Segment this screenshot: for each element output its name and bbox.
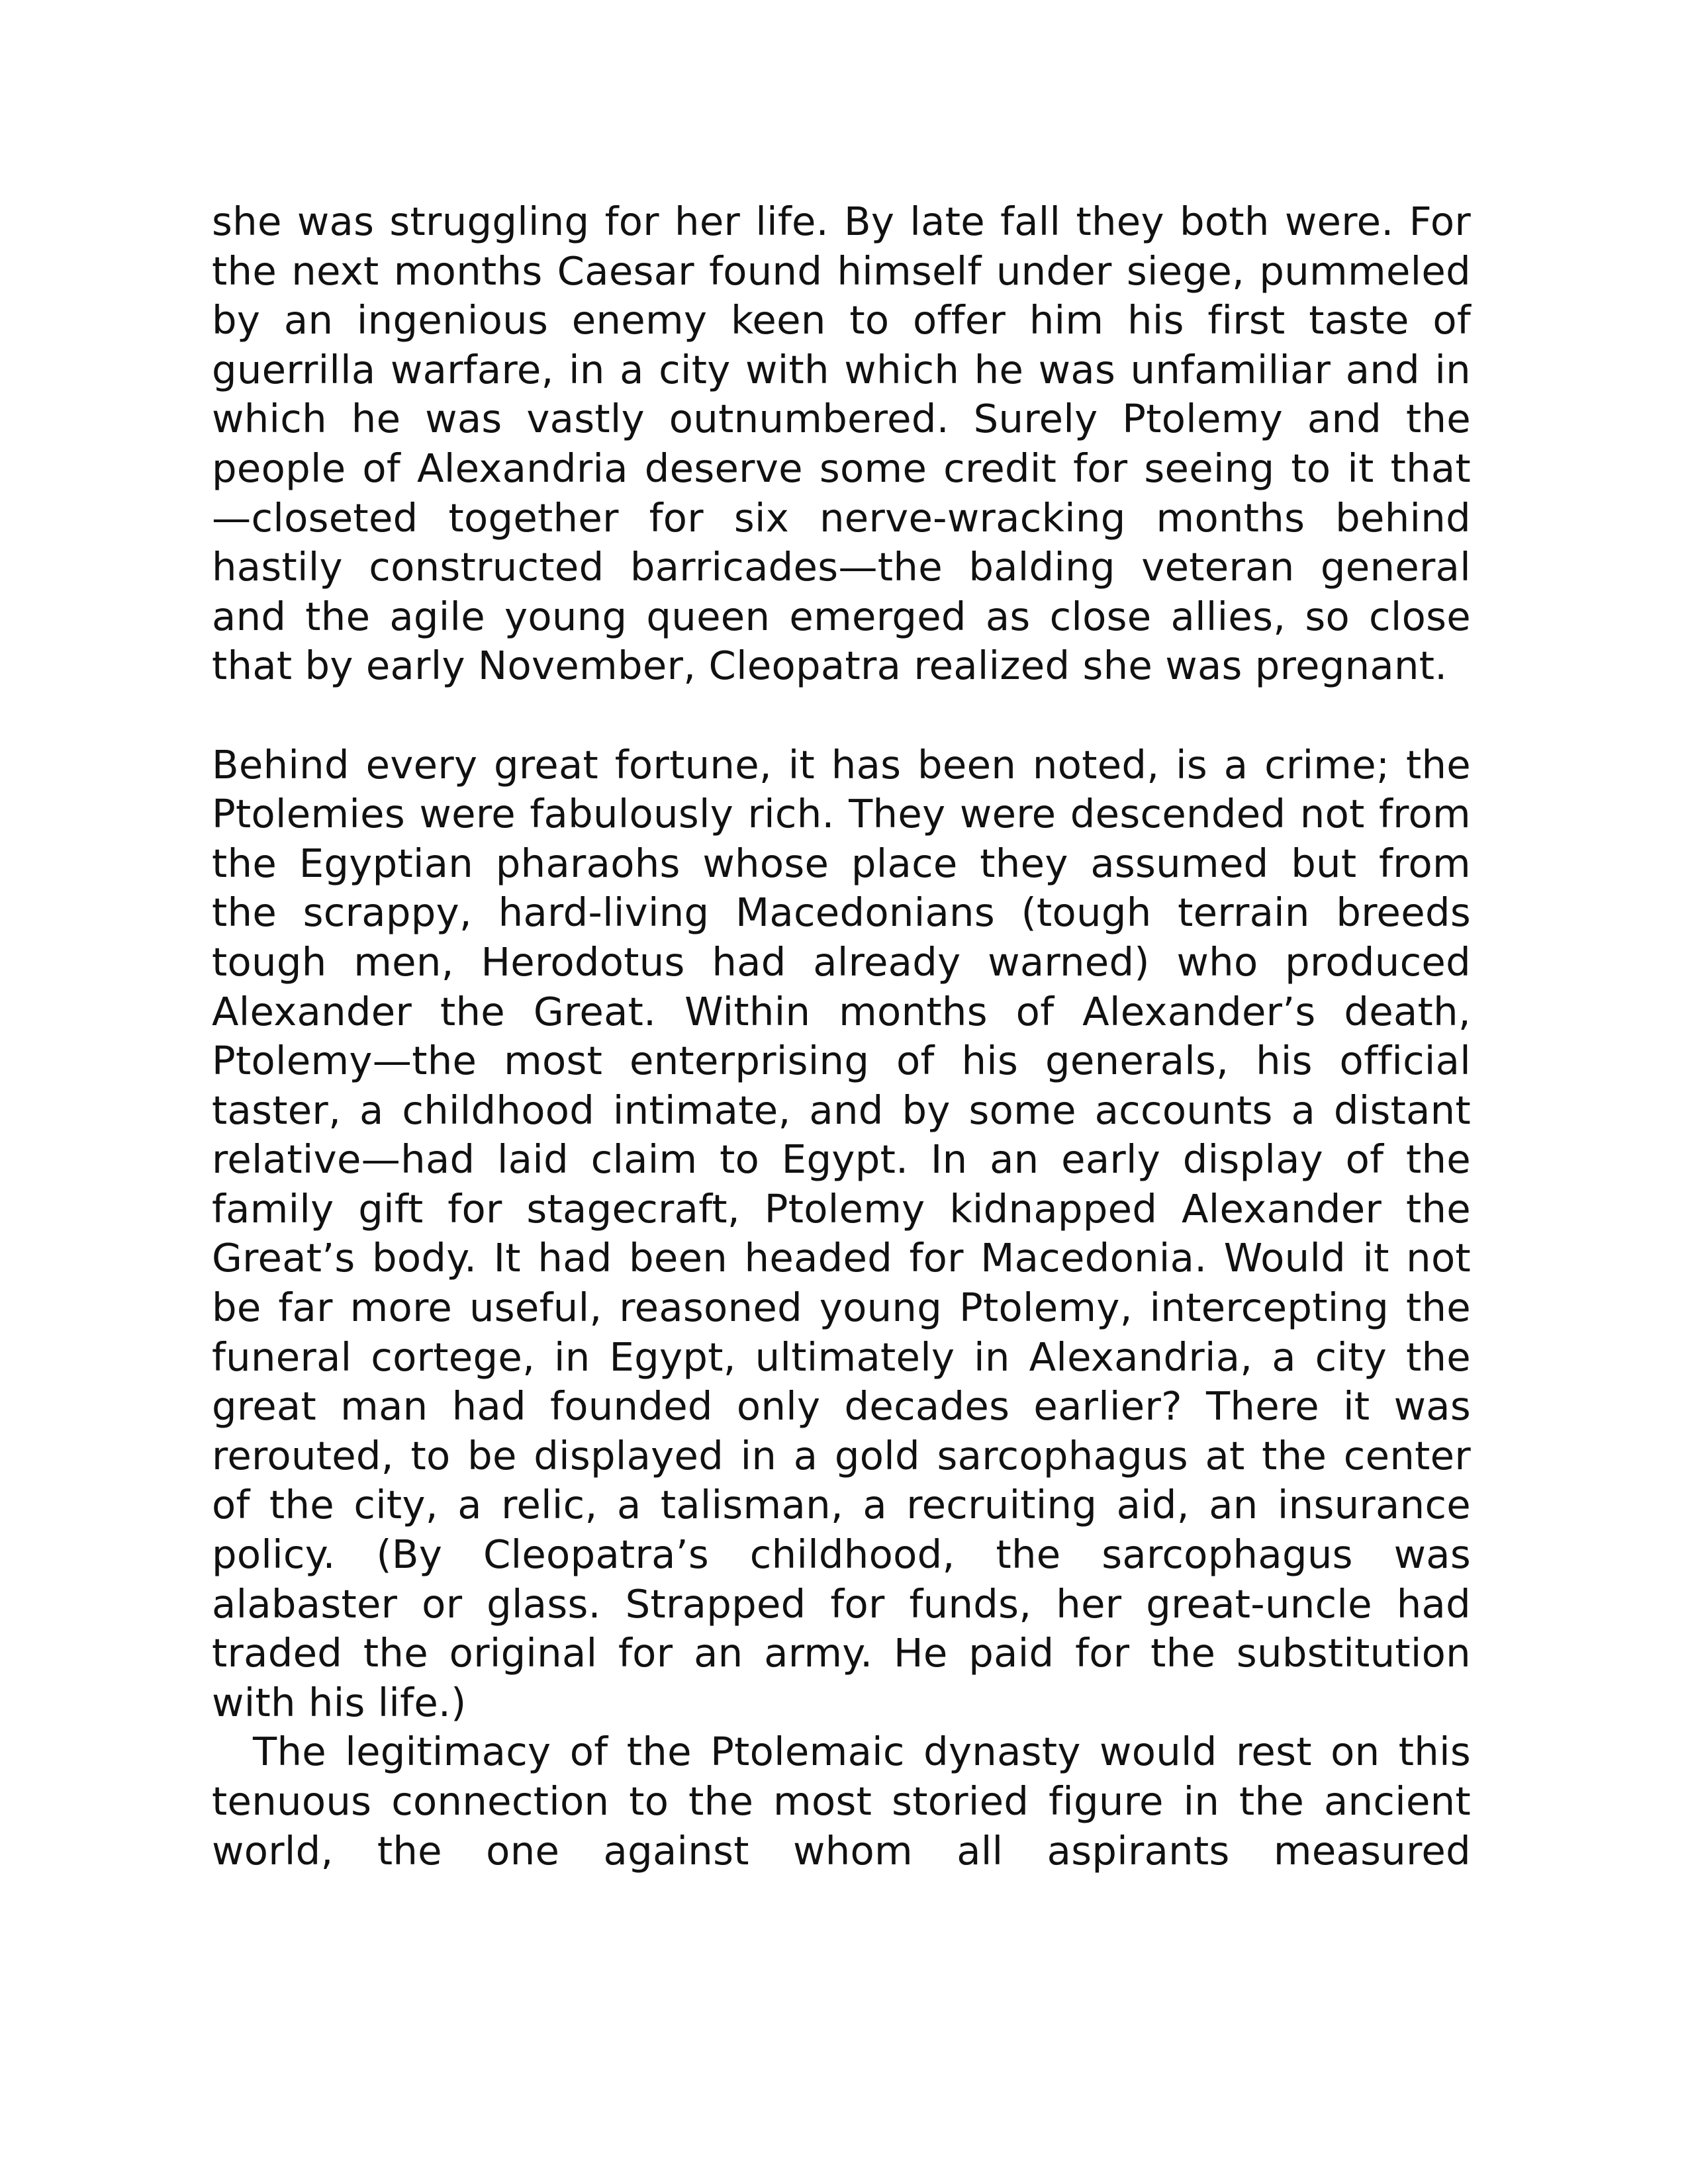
- paragraph-siege: she was struggling for her life. By late fall they both were. For the next months Caesar found himself under siege, pummeled by an ingenious enemy keen to offer him his first taste of guerrilla warfare, in a city with which he was unfamiliar and in which he was vastly outnumbered. Surely Ptolemy and the people of Alexandria deserve some credit for seeing to it that—closeted together for six nerve-wracking months behind hastily constructed barricades—the balding veteran general and the agile young queen emerged as close allies, so close that by early November, Cleopatra realized she was pregnant.: [212, 199, 1471, 689]
- book-page: [212, 197, 1471, 1876]
- paragraph-legitimacy: The legitimacy of the Ptolemaic dynasty would rest on this tenuous connection to the most storied figure in the ancient world, the one against whom all aspirants measured: [212, 1729, 1471, 1874]
- paragraph-ptolemies: Behind every great fortune, it has been noted, is a crime; the Ptolemies were fabulously rich. They were descended not from the Egyptian pharaohs whose place they assumed but from the scrappy, hard-living Macedonians (tough terrain breeds tough men, Herodotus had already warned) who produced Alexander the Great. Within months of Alexander’s death, Ptolemy—the most enterprising of his generals, his official taster, a childhood intimate, and by some accounts a distant relative—had laid claim to Egypt. In an early display of the family gift for stagecraft, Ptolemy kidnapped Alexander the Great’s body. It had been headed for Macedonia. Would it not be far more useful, reasoned young Ptolemy, intercepting the funeral cortege, in Egypt, ultimately in Alexandria, a city the great man had founded only decades earlier? There it was rerouted, to be displayed in a gold sarcophagus at the center of the city, a relic, a talisman, a recruiting aid, an insurance policy. (By Cleopatra’s childhood, the sarcophagus was alabaster or glass. Strapped for funds, her great-uncle had traded the original for an army. He paid for the substitution with his life.): [212, 741, 1471, 1725]
